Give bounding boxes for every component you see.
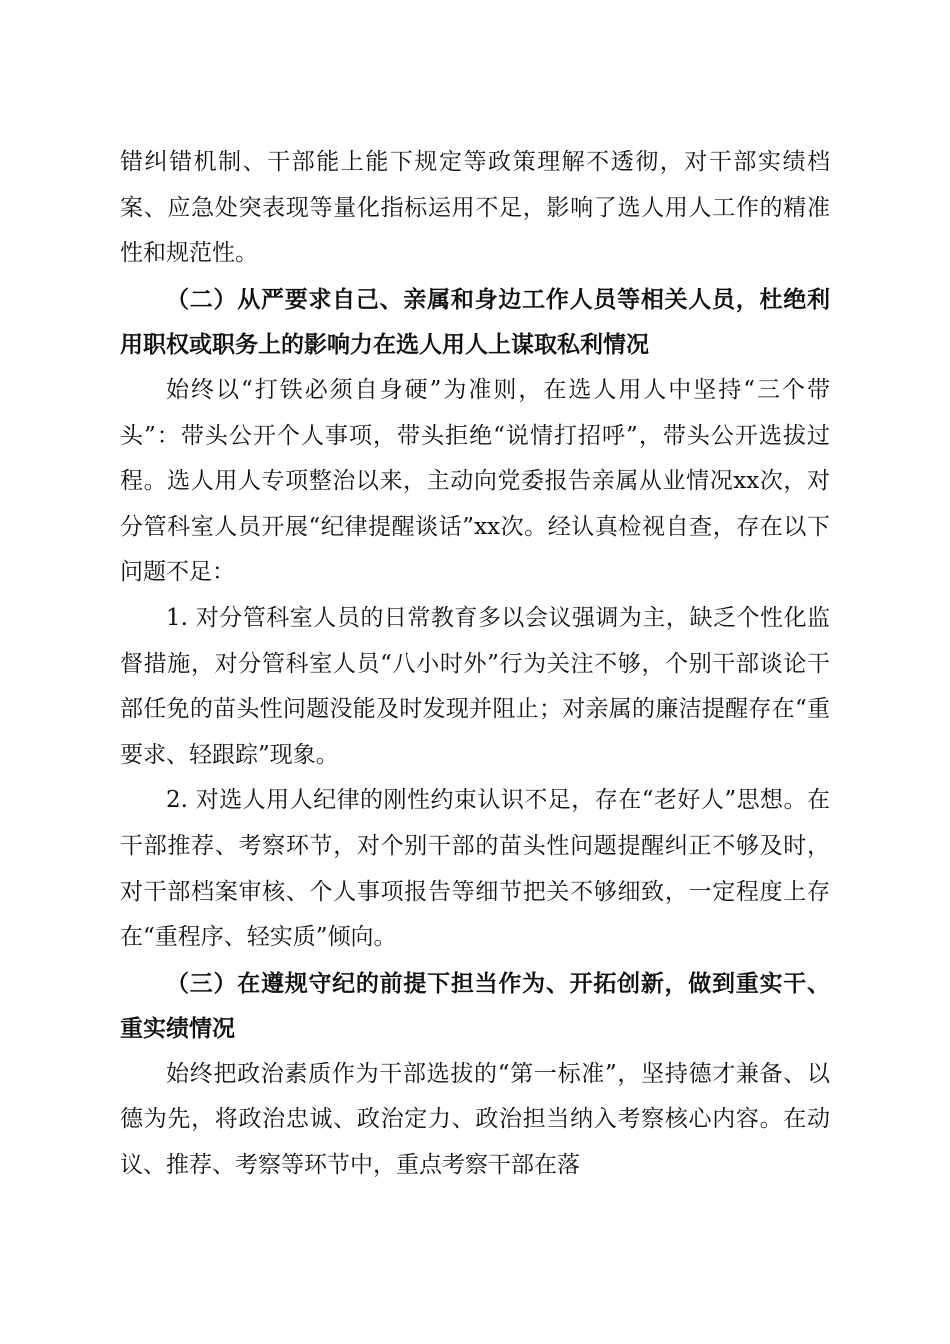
document-body	[120, 140, 830, 1189]
paragraph-issue-1: 1. 对分管科室人员的日常教育多以会议强调为主，缺乏个性化监督措施，对分管科室人员“八小时外”行为关注不够，个别干部谈论干部任免的苗头性问题没能及时发现并阻止；对亲属的廉洁提醒存在“重要求、轻跟踪”现象。	[120, 604, 830, 768]
paragraph-section-2-intro: 始终以“打铁必须自身硬”为准则，在选人用人中坚持“三个带头”：带头公开个人事项，带头拒绝“说情打招呼”，带头公开选拔过程。选人用人专项整治以来，主动向党委报告亲属从业情况xx次，对分管科室人员开展“纪律提醒谈话”xx次。经认真检视自查，存在以下问题不足：	[120, 376, 830, 586]
paragraph-section-3-intro: 始终把政治素质作为干部选拔的“第一标准”，坚持德才兼备、以德为先，将政治忠诚、政治定力、政治担当纳入考察核心内容。在动议、推荐、考察等环节中，重点考察干部在落	[120, 1060, 830, 1179]
paragraph-continuation: 错纠错机制、干部能上能下规定等政策理解不透彻，对干部实绩档案、应急处突表现等量化指标运用不足，影响了选人用人工作的精准性和规范性。	[120, 149, 830, 267]
paragraph-issue-2: 2. 对选人用人纪律的刚性约束认识不足，存在“老好人”思想。在干部推荐、考察环节，对个别干部的苗头性问题提醒纠正不够及时，对干部档案审核、个人事项报告等细节把关不够细致，一定程度上存在“重程序、轻实质”倾向。	[120, 787, 830, 951]
section-heading-3: （三）在遵规守纪的前提下担当作为、开拓创新，做到重实干、重实绩情况	[120, 969, 830, 1043]
section-heading-2: （二）从严要求自己、亲属和身边工作人员等相关人员，杜绝利用职权或职务上的影响力在选人用人上谋取私利情况	[120, 285, 830, 359]
